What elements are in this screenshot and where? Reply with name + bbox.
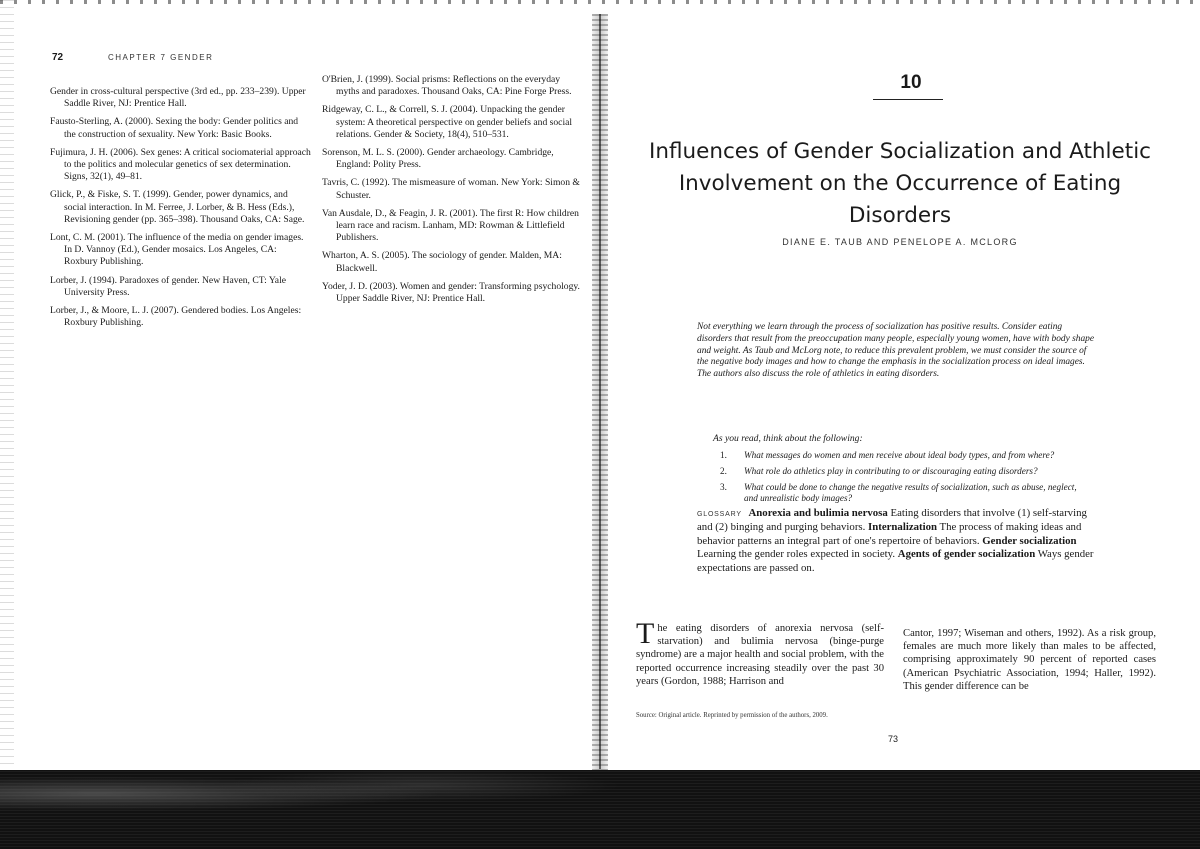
- question-number: 1.: [720, 450, 727, 460]
- reference-entry: Wharton, A. S. (2005). The sociology of gender. Malden, MA: Blackwell.: [322, 250, 562, 274]
- reference-entry: Tavris, C. (1992). The mismeasure of woman. New York: Simon & Schuster.: [322, 177, 580, 201]
- chapter-rule: [873, 99, 943, 100]
- glossary-label: GLOSSARY: [697, 511, 742, 518]
- reference-entry: Lorber, J. (1994). Paradoxes of gender. New Haven, CT: Yale University Press.: [50, 274, 286, 298]
- question-number: 3.: [720, 481, 727, 492]
- reference-entry: O'Brien, J. (1999). Social prisms: Reflections on the everyday myths and paradoxes. Thousand Oaks, CA: Pine Forge Press.: [322, 74, 572, 98]
- question-number: 2.: [720, 465, 727, 476]
- glossary-term: Anorexia and bulimia nervosa: [748, 507, 888, 519]
- question-item: [720, 482, 1092, 506]
- reading-questions: [720, 450, 1092, 509]
- reading-prompt: As you read, think about the following:: [713, 433, 863, 444]
- reference-entry: Lont, C. M. (2001). The influence of the media on gender images. In D. Vannoy (Ed.), Gender mosaics. Los Angeles, CA: Roxbury Publishing.: [50, 232, 304, 268]
- chapter-number: 10: [900, 72, 922, 93]
- chapter-authors: DIANE E. TAUB AND PENELOPE A. MCLORG: [782, 237, 1018, 247]
- glossary: [697, 507, 1097, 575]
- left-page-number: 72: [52, 52, 64, 63]
- running-head: CHAPTER 7 GENDER: [108, 53, 214, 62]
- reference-entry: Sorenson, M. L. S. (2000). Gender archaeology. Cambridge, England: Polity Press.: [322, 147, 554, 171]
- question-text: What messages do women and men receive about ideal body types, and from where?: [744, 450, 1055, 460]
- reference-entry: Glick, P., & Fiske, S. T. (1999). Gender, power dynamics, and social interaction. In M. Ferree, J. Lorber, & B. Hess (Eds.), Revisioning gender (pp. 365–398). Thousand Oaks, CA: Sage.: [50, 189, 305, 225]
- references-column-1: [50, 86, 312, 335]
- references-column-2: [322, 74, 584, 311]
- body-text: he eating disorders of anorexia nervosa (self-starvation) and bulimia nervosa (binge-purge syndrome) are a major health and social problem, with the reported occurrence increasing steadily over the past 30 years (Gordon, 1988; Harrison and: [636, 623, 884, 687]
- reference-entry: Gender in cross-cultural perspective (3rd ed., pp. 233–239). Upper Saddle River, NJ: Prentice Hall.: [50, 86, 306, 110]
- body-column-2: Cantor, 1997; Wiseman and others, 1992). As a risk group, females are much more likely than males to be affected, comprising approximately 90 percent of reported cases (American Psychiatric Association, 1994; Haller, 1992). This gender difference can be: [903, 628, 1156, 692]
- body-column-1: [636, 617, 884, 688]
- reference-entry: Ridgeway, C. L., & Correll, S. J. (2004). Unpacking the gender system: A theoretical perspective on gender beliefs and social relations. Gender & Society, 18(4), 510–531.: [322, 104, 573, 140]
- glossary-definition: Ways gender expectations are passed on.: [697, 548, 1094, 574]
- drop-cap: T: [636, 617, 655, 650]
- right-page-number: 73: [888, 734, 899, 744]
- reference-entry: Yoder, J. D. (2003). Women and gender: Transforming psychology. Upper Saddle River, NJ: Prentice Hall.: [322, 280, 580, 305]
- book-spine-line: [599, 14, 601, 769]
- glossary-definition: The process of making ideas and behavior patterns an integral part of one's repertoire of behaviors.: [697, 521, 1082, 547]
- reference-entry: Fausto-Sterling, A. (2000). Sexing the body: Gender politics and the construction of sexuality. New York: Basic Books.: [50, 116, 299, 140]
- question-item: [720, 466, 1092, 478]
- glossary-term: Agents of gender socialization: [897, 548, 1036, 561]
- chapter-intro: [697, 322, 1095, 381]
- glossary-term: Internalization: [868, 521, 938, 534]
- reference-entry: Fujimura, J. H. (2006). Sex genes: A critical sociomaterial approach to the politics and molecular genetics of sex determination. Signs, 32(1), 49–81.: [50, 146, 311, 183]
- reference-entry: Van Ausdale, D., & Feagin, J. R. (2001). The first R: How children learn race and racism. Lanham, MD: Rowman & Littlefield Publishers.: [322, 207, 579, 244]
- glossary-definition: Learning the gender roles expected in society.: [697, 548, 896, 561]
- scanner-bed-shadow: [0, 770, 1200, 849]
- chapter-title: Influences of Gender Socialization and Athletic Involvement on the Occurrence of Eating Disorders: [649, 139, 1151, 228]
- question-text: What could be done to change the negative results of socialization, such as abuse, neglect, and unrealistic body images?: [744, 481, 1077, 504]
- question-text: What role do athletics play in contributing to or discouraging eating disorders?: [744, 465, 1038, 476]
- intro-paragraph: Not everything we learn through the process of socialization has positive results. Consider eating disorders that result from the preoccupation many people, especially young women, have with body shape and weight. As Taub and McLorg note, to reduce this prevalent problem, we must consider the source of the negative body images and how to change the emphasis in the socialization process on ideal images. The authors also discuss the role of athletics in eating disorders.: [697, 322, 1094, 380]
- reference-entry: Lorber, J., & Moore, L. J. (2007). Gendered bodies. Los Angeles: Roxbury Publishing.: [50, 305, 302, 329]
- source-note: Source: Original article. Reprinted by permission of the authors, 2009.: [636, 712, 828, 719]
- question-item: [720, 450, 1092, 462]
- glossary-term: Gender socialization: [982, 534, 1077, 547]
- left-page: [0, 0, 598, 790]
- glossary-definition: Eating disorders that involve (1) self-starving and (2) binging and purging behaviors.: [697, 507, 1087, 534]
